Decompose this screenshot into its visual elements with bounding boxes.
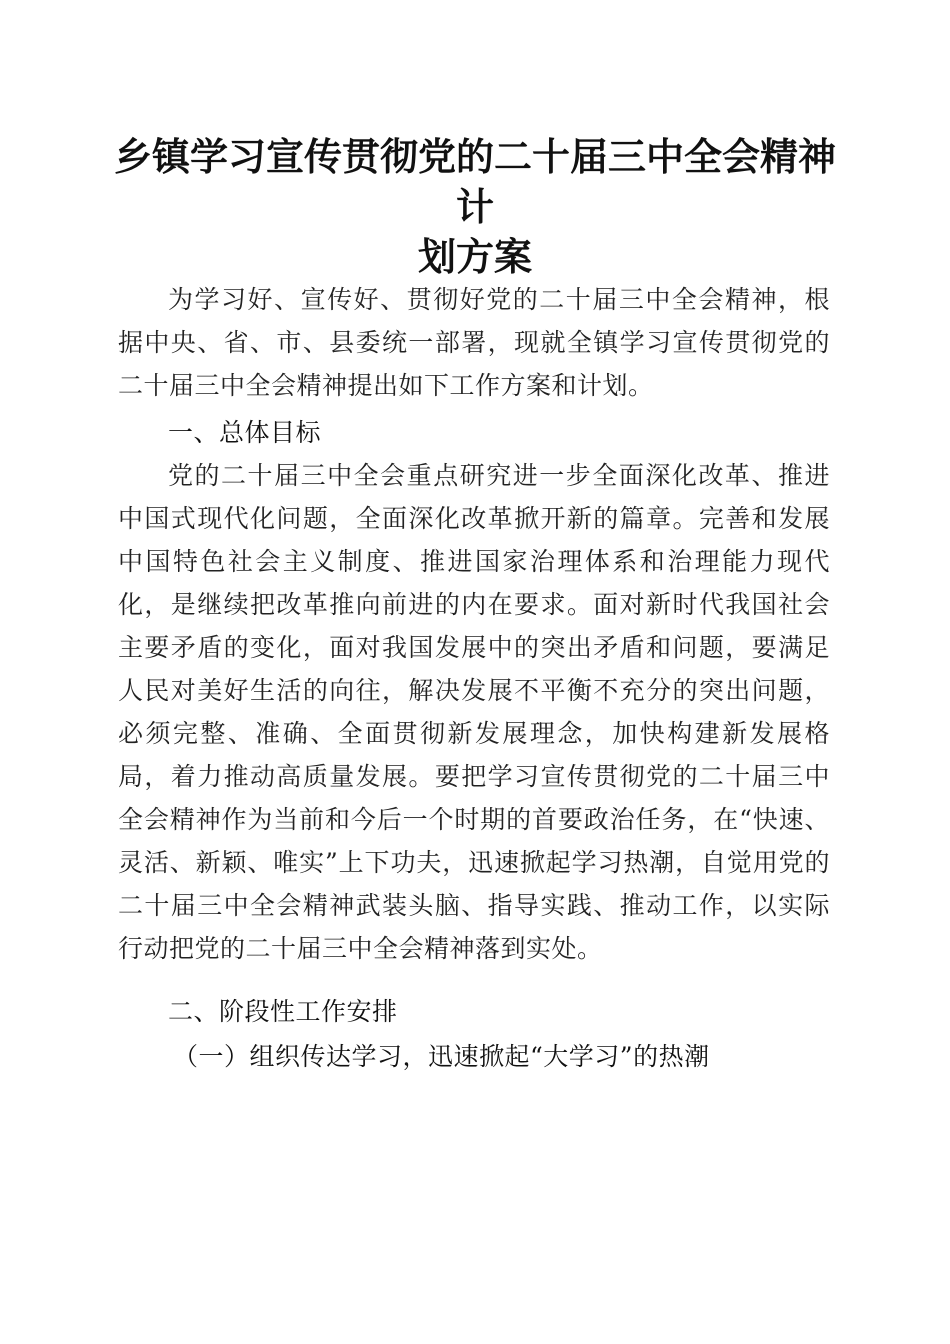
section-1-heading: 一、总体目标 xyxy=(168,418,322,447)
intro-section xyxy=(118,278,830,407)
document-title xyxy=(100,132,850,282)
section-2-heading: 二、阶段性工作安排 xyxy=(168,997,398,1026)
section-2-subheading-1: （一）组织传达学习，迅速掀起“大学习”的热潮 xyxy=(173,1042,710,1071)
section-2-subheading-block xyxy=(118,1035,830,1078)
intro-paragraph: 为学习好、宣传好、贯彻好党的二十届三中全会精神，根据中央、省、市、县委统一部署，现就全镇学习宣传贯彻党的二十届三中全会精神提出如下工作方案和计划。 xyxy=(118,285,830,400)
document-title-line-2: 划方案 xyxy=(417,234,532,279)
section-1-body-block xyxy=(118,454,830,970)
section-1-heading-block xyxy=(118,411,830,454)
section-2-heading-block xyxy=(118,990,830,1033)
document-title-line-1: 乡镇学习宣传贯彻党的二十届三中全会精神计 xyxy=(113,134,836,229)
section-1-paragraph: 党的二十届三中全会重点研究进一步全面深化改革、推进中国式现代化问题，全面深化改革掀开新的篇章。完善和发展中国特色社会主义制度、推进国家治理体系和治理能力现代化，是继续把改革推向前进的内在要求。面对新时代我国社会主要矛盾的变化，面对我国发展中的突出矛盾和问题，要满足人民对美好生活的向往，解决发展不平衡不充分的突出问题，必须完整、准确、全面贯彻新发展理念，加快构建新发展格局，着力推动高质量发展。要把学习宣传贯彻党的二十届三中全会精神作为当前和今后一个时期的首要政治任务，在“快速、灵活、新颖、唯实”上下功夫，迅速掀起学习热潮，自觉用党的二十届三中全会精神武装头脑、指导实践、推动工作，以实际行动把党的二十届三中全会精神落到实处。 xyxy=(118,461,830,963)
